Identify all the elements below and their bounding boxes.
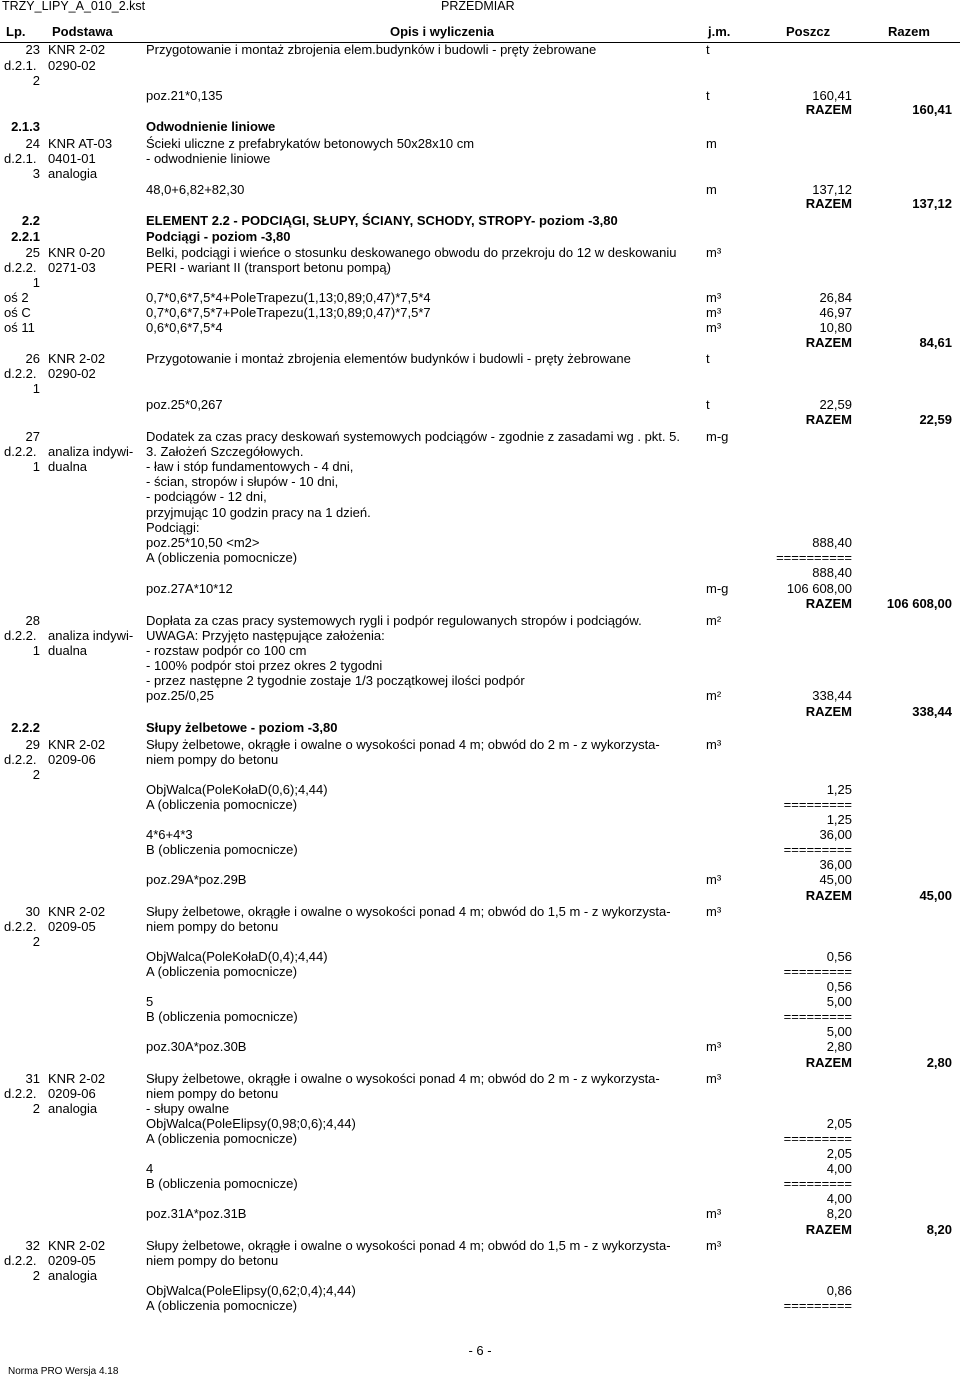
table-row — [0, 812, 960, 828]
table-row — [0, 797, 960, 813]
cell-podstawa: KNR 2-02 — [48, 1071, 106, 1086]
table-row — [0, 1191, 960, 1207]
table-row — [0, 213, 960, 229]
cell-lp: d.2.2. — [4, 1086, 37, 1101]
cell-lp: 2 — [32, 73, 40, 88]
table-row — [0, 737, 960, 753]
cell-jm: m-g — [706, 581, 729, 596]
table-row — [0, 1176, 960, 1192]
cell-jm: t — [706, 88, 710, 103]
document-header — [0, 0, 960, 14]
table-row — [0, 196, 960, 212]
table-row — [0, 720, 960, 736]
cell-poszcz: 338,44 — [812, 688, 852, 703]
table-row — [0, 1268, 960, 1284]
cell-podstawa: 0209-05 — [48, 919, 96, 934]
cell-opis: niem pompy do betonu — [146, 1086, 279, 1101]
cell-poszcz: 4,00 — [826, 1191, 852, 1206]
cell-opis: B (obliczenia pomocnicze) — [146, 842, 298, 857]
table-row — [0, 1222, 960, 1238]
table-row — [0, 444, 960, 460]
table-row — [0, 119, 960, 135]
cell-jm: m³ — [706, 290, 722, 305]
cell-lp: 26 — [25, 351, 40, 366]
table-row — [0, 1071, 960, 1087]
cell-lp: 30 — [25, 904, 40, 919]
cell-jm: m³ — [706, 305, 722, 320]
col-podstawa: Podstawa — [52, 24, 113, 39]
cell-poszcz: 106 608,00 — [786, 581, 852, 596]
table-row — [0, 1131, 960, 1147]
cell-lp: 2.2 — [21, 213, 40, 228]
cell-jm: m³ — [706, 872, 722, 887]
cell-opis: ObjWalca(PoleKołaD(0,4);4,44) — [146, 949, 328, 964]
table-row — [0, 919, 960, 935]
table-row — [0, 1055, 960, 1071]
cell-lp: oś 11 — [4, 320, 35, 335]
cell-opis: poz.31A*poz.31B — [146, 1206, 247, 1221]
table-row — [0, 628, 960, 644]
table-row — [0, 412, 960, 428]
cell-opis: ObjWalca(PoleElipsy(0,98;0,6);4,44) — [146, 1116, 356, 1131]
table-row — [0, 229, 960, 245]
cell-poszcz: 8,20 — [826, 1206, 852, 1221]
cell-opis: Słupy żelbetowe - poziom -3,80 — [146, 720, 338, 735]
cell-opis: B (obliczenia pomocnicze) — [146, 1009, 298, 1024]
cell-opis: Słupy żelbetowe, okrągłe i owalne o wysokości ponad 4 m; obwód do 2 m - z wykorzysta- — [146, 737, 660, 752]
cell-jm: t — [706, 42, 710, 57]
cell-razem: 84,61 — [919, 335, 952, 350]
cell-lp: d.2.1. — [4, 58, 37, 73]
cell-jm: m² — [706, 688, 722, 703]
column-header — [0, 22, 960, 43]
cell-poszcz: RAZEM — [805, 196, 852, 211]
cell-podstawa: analiza indywi- — [48, 628, 134, 643]
cell-poszcz: RAZEM — [805, 412, 852, 427]
cell-poszcz: 0,56 — [826, 979, 852, 994]
table-row — [0, 245, 960, 261]
table-row — [0, 782, 960, 798]
table-row — [0, 872, 960, 888]
table-row — [0, 151, 960, 167]
table-row — [0, 1161, 960, 1177]
table-row — [0, 643, 960, 659]
cell-poszcz: 0,56 — [826, 949, 852, 964]
cell-lp: d.2.2. — [4, 444, 37, 459]
cell-opis: przyjmując 10 godzin pracy na 1 dzień. — [146, 505, 371, 520]
cell-opis: 4*6+4*3 — [146, 827, 193, 842]
cell-poszcz: 137,12 — [812, 182, 852, 197]
page-number: - 6 - — [468, 1343, 492, 1358]
cell-razem: 8,20 — [926, 1222, 952, 1237]
cell-opis: poz.29A*poz.29B — [146, 872, 247, 887]
cell-jm: m³ — [706, 1071, 722, 1086]
cell-podstawa: KNR 2-02 — [48, 737, 106, 752]
cell-poszcz: 160,41 — [812, 88, 852, 103]
cell-lp: 1 — [32, 643, 40, 658]
table-row — [0, 658, 960, 674]
cell-opis: 0,7*0,6*7,5*7+PoleTrapezu(1,13;0,89;0,47)*7,5*7 — [146, 305, 431, 320]
table-row — [0, 520, 960, 536]
cell-lp: 1 — [32, 459, 40, 474]
cell-opis: 4 — [146, 1161, 154, 1176]
table-row — [0, 979, 960, 995]
cell-poszcz: ========== — [776, 550, 852, 565]
cell-podstawa: 0290-02 — [48, 58, 96, 73]
cell-jm: m³ — [706, 737, 722, 752]
table-row — [0, 704, 960, 720]
cell-lp: 2 — [32, 1268, 40, 1283]
table-row — [0, 290, 960, 306]
table-row — [0, 73, 960, 89]
cell-podstawa: analogia — [48, 1268, 98, 1283]
table-row — [0, 1298, 960, 1314]
table-row — [0, 688, 960, 704]
table-row — [0, 673, 960, 689]
cell-opis: UWAGA: Przyjęto następujące założenia: — [146, 628, 385, 643]
cell-opis: poz.30A*poz.30B — [146, 1039, 247, 1054]
cell-podstawa: 0271-03 — [48, 260, 96, 275]
cell-poszcz: 888,40 — [812, 565, 852, 580]
cell-opis: 5 — [146, 994, 154, 1009]
cell-podstawa: KNR 2-02 — [48, 1238, 106, 1253]
cell-poszcz: 36,00 — [819, 827, 852, 842]
cell-razem: 338,44 — [912, 704, 952, 719]
cell-jm: m³ — [706, 1238, 722, 1253]
cell-podstawa: KNR AT-03 — [48, 136, 113, 151]
cell-podstawa: KNR 2-02 — [48, 351, 106, 366]
cell-opis: 3. Założeń Szczegółowych. — [146, 444, 304, 459]
cell-lp: 24 — [25, 136, 40, 151]
cell-jm: t — [706, 397, 710, 412]
cell-opis: Ścieki uliczne z prefabrykatów betonowych 50x28x10 cm — [146, 136, 475, 151]
cell-jm: m³ — [706, 1206, 722, 1221]
software-version: Norma PRO Wersja 4.18 — [8, 1366, 119, 1377]
cell-opis: Odwodnienie liniowe — [146, 119, 276, 134]
cell-poszcz: 36,00 — [819, 857, 852, 872]
cell-poszcz: 26,84 — [819, 290, 852, 305]
cell-poszcz: RAZEM — [805, 1055, 852, 1070]
table-row — [0, 474, 960, 490]
cell-lp: 25 — [25, 245, 40, 260]
col-jm: j.m. — [708, 24, 731, 39]
cell-lp: 2.2.2 — [11, 720, 40, 735]
table-row — [0, 102, 960, 118]
table-row — [0, 459, 960, 475]
cell-poszcz: 5,00 — [826, 1024, 852, 1039]
cell-opis: A (obliczenia pomocnicze) — [146, 1298, 298, 1313]
table-row — [0, 1086, 960, 1102]
cell-lp: d.2.2. — [4, 752, 37, 767]
cell-poszcz: ========= — [783, 1176, 852, 1191]
col-razem: Razem — [888, 24, 930, 39]
table-row — [0, 842, 960, 858]
table-row — [0, 305, 960, 321]
col-opis: Opis i wyliczenia — [390, 24, 495, 39]
document-title: PRZEDMIAR — [441, 0, 515, 13]
cell-opis: A (obliczenia pomocnicze) — [146, 797, 298, 812]
cell-lp: 23 — [25, 42, 40, 57]
table-row — [0, 1039, 960, 1055]
table-row — [0, 596, 960, 612]
cell-podstawa: analogia — [48, 1101, 98, 1116]
table-row — [0, 505, 960, 521]
cell-poszcz: RAZEM — [805, 1222, 852, 1237]
cell-poszcz: 888,40 — [812, 535, 852, 550]
cell-lp: oś 2 — [4, 290, 29, 305]
cell-podstawa: dualna — [48, 459, 88, 474]
cell-poszcz: 2,80 — [826, 1039, 852, 1054]
cell-opis: 0,6*0,6*7,5*4 — [146, 320, 223, 335]
cell-opis: poz.27A*10*12 — [146, 581, 233, 596]
cell-jm: m³ — [706, 245, 722, 260]
cell-podstawa: analogia — [48, 166, 98, 181]
cell-podstawa: KNR 2-02 — [48, 904, 106, 919]
table-row — [0, 888, 960, 904]
table-row — [0, 535, 960, 551]
cell-razem: 22,59 — [919, 412, 952, 427]
table-row — [0, 550, 960, 566]
cell-lp: 1 — [32, 381, 40, 396]
cell-opis: Przygotowanie i montaż zbrojenia elem.budynków i budowli - pręty żebrowane — [146, 42, 597, 57]
cell-razem: 160,41 — [912, 102, 952, 117]
table-row — [0, 381, 960, 397]
table-row — [0, 489, 960, 505]
cell-jm: m-g — [706, 429, 729, 444]
cell-lp: d.2.2. — [4, 260, 37, 275]
cell-opis: B (obliczenia pomocnicze) — [146, 1176, 298, 1191]
table-row — [0, 1024, 960, 1040]
cell-lp: 2 — [32, 934, 40, 949]
table-row — [0, 1101, 960, 1117]
table-row — [0, 934, 960, 950]
table-row — [0, 1253, 960, 1269]
cell-razem: 137,12 — [912, 196, 952, 211]
cell-poszcz: 1,25 — [826, 782, 852, 797]
cell-opis: Dodatek za czas pracy deskowań systemowych podciągów - zgodnie z zasadami wg . pkt. 5. — [146, 429, 680, 444]
cell-razem: 45,00 — [919, 888, 952, 903]
cell-podstawa: 0209-05 — [48, 1253, 96, 1268]
cell-lp: d.2.2. — [4, 628, 37, 643]
cell-opis: 48,0+6,82+82,30 — [146, 182, 245, 197]
cell-opis: Słupy żelbetowe, okrągłe i owalne o wysokości ponad 4 m; obwód do 1,5 m - z wykorzysta- — [146, 904, 671, 919]
cell-poszcz: ========= — [783, 1009, 852, 1024]
cell-lp: 32 — [25, 1238, 40, 1253]
cell-poszcz: 2,05 — [826, 1116, 852, 1131]
cell-opis: ELEMENT 2.2 - PODCIĄGI, SŁUPY, ŚCIANY, SCHODY, STROPY- poziom -3,80 — [146, 213, 618, 228]
table-row — [0, 565, 960, 581]
cell-podstawa: 0290-02 — [48, 366, 96, 381]
cell-poszcz: RAZEM — [805, 888, 852, 903]
cell-opis: niem pompy do betonu — [146, 752, 279, 767]
cell-opis: Podciągi - poziom -3,80 — [146, 229, 291, 244]
table-row — [0, 320, 960, 336]
cell-opis: - ścian, stropów i słupów - 10 dni, — [146, 474, 339, 489]
table-row — [0, 767, 960, 783]
cell-opis: poz.25*0,267 — [146, 397, 223, 412]
table-row — [0, 275, 960, 291]
cell-podstawa: KNR 2-02 — [48, 42, 106, 57]
table-row — [0, 752, 960, 768]
cell-podstawa: analiza indywi- — [48, 444, 134, 459]
cell-poszcz: ========= — [783, 842, 852, 857]
cell-poszcz: 46,97 — [819, 305, 852, 320]
cell-jm: t — [706, 351, 710, 366]
cell-jm: m — [706, 182, 717, 197]
cell-poszcz: RAZEM — [805, 102, 852, 117]
cell-podstawa: 0209-06 — [48, 1086, 96, 1101]
cell-opis: A (obliczenia pomocnicze) — [146, 550, 298, 565]
table-row — [0, 260, 960, 276]
cell-podstawa: dualna — [48, 643, 88, 658]
cell-opis: ObjWalca(PoleKołaD(0,6);4,44) — [146, 782, 328, 797]
table-row — [0, 964, 960, 980]
cell-opis: - przez następne 2 tygodnie zostaje 1/3 początkowej ilości podpór — [146, 673, 525, 688]
cell-lp: 31 — [25, 1071, 40, 1086]
cell-poszcz: RAZEM — [805, 596, 852, 611]
cell-opis: Przygotowanie i montaż zbrojenia elementów budynków i budowli - pręty żebrowane — [146, 351, 631, 366]
table-row — [0, 1238, 960, 1254]
cell-opis: A (obliczenia pomocnicze) — [146, 964, 298, 979]
cell-lp: d.2.2. — [4, 919, 37, 934]
cell-opis: A (obliczenia pomocnicze) — [146, 1131, 298, 1146]
cell-razem: 106 608,00 — [886, 596, 952, 611]
col-poszcz: Poszcz — [786, 24, 831, 39]
cell-lp: 3 — [32, 166, 40, 181]
cell-poszcz: 4,00 — [826, 1161, 852, 1176]
cell-lp: d.2.2. — [4, 1253, 37, 1268]
cell-poszcz: 10,80 — [819, 320, 852, 335]
cell-opis: Dopłata za czas pracy systemowych rygli i podpór regulowanych stropów i podciągów. — [146, 613, 642, 628]
cell-jm: m³ — [706, 320, 722, 335]
table-row — [0, 949, 960, 965]
cell-opis: ObjWalca(PoleElipsy(0,62;0,4);4,44) — [146, 1283, 356, 1298]
cell-poszcz: 0,86 — [826, 1283, 852, 1298]
cell-lp: 2.1.3 — [11, 119, 40, 134]
table-row — [0, 136, 960, 152]
table-row — [0, 351, 960, 367]
cell-opis: - podciągów - 12 dni, — [146, 489, 267, 504]
table-row — [0, 366, 960, 382]
cell-poszcz: ========= — [783, 964, 852, 979]
table-row — [0, 1206, 960, 1222]
cell-lp: 29 — [25, 737, 40, 752]
cell-lp: d.2.2. — [4, 366, 37, 381]
cell-poszcz: 2,05 — [826, 1146, 852, 1161]
cell-lp: 1 — [32, 275, 40, 290]
col-lp: Lp. — [6, 24, 26, 39]
cell-opis: Podciągi: — [146, 520, 200, 535]
table-row — [0, 1009, 960, 1025]
table-row — [0, 166, 960, 182]
cell-lp: 28 — [25, 613, 40, 628]
table-row — [0, 857, 960, 873]
cell-opis: - 100% podpór stoi przez okres 2 tygodni — [146, 658, 383, 673]
table-row — [0, 581, 960, 597]
cell-poszcz: ========= — [783, 1131, 852, 1146]
cell-lp: 2 — [32, 767, 40, 782]
cell-poszcz: 1,25 — [826, 812, 852, 827]
cell-poszcz: RAZEM — [805, 335, 852, 350]
cell-lp: 2.2.1 — [11, 229, 40, 244]
cell-lp: d.2.1. — [4, 151, 37, 166]
table-row — [0, 1146, 960, 1162]
cell-razem: 2,80 — [926, 1055, 952, 1070]
table-row — [0, 1116, 960, 1132]
table-row — [0, 1283, 960, 1299]
cell-lp: 2 — [32, 1101, 40, 1116]
table-row — [0, 397, 960, 413]
cell-poszcz: 45,00 — [819, 872, 852, 887]
cell-podstawa: KNR 0-20 — [48, 245, 106, 260]
cell-opis: - rozstaw podpór co 100 cm — [146, 643, 307, 658]
cell-poszcz: 5,00 — [826, 994, 852, 1009]
table-row — [0, 994, 960, 1010]
cell-poszcz: 22,59 — [819, 397, 852, 412]
cell-opis: Słupy żelbetowe, okrągłe i owalne o wysokości ponad 4 m; obwód do 1,5 m - z wykorzysta- — [146, 1238, 671, 1253]
table-row — [0, 904, 960, 920]
table-row — [0, 58, 960, 74]
cell-podstawa: 0209-06 — [48, 752, 96, 767]
cell-opis: poz.21*0,135 — [146, 88, 223, 103]
table-row — [0, 429, 960, 445]
cell-podstawa: 0401-01 — [48, 151, 96, 166]
cell-opis: 0,7*0,6*7,5*4+PoleTrapezu(1,13;0,89;0,47)*7,5*4 — [146, 290, 431, 305]
cell-opis: Belki, podciągi i wieńce o stosunku deskowanego obwodu do przekroju do 12 w deskowaniu — [146, 245, 677, 260]
cell-jm: m³ — [706, 904, 722, 919]
table-row — [0, 335, 960, 351]
table-row — [0, 42, 960, 58]
cell-opis: PERI - wariant II (transport betonu pompą) — [146, 260, 391, 275]
cell-opis: niem pompy do betonu — [146, 1253, 279, 1268]
cell-opis: - słupy owalne — [146, 1101, 230, 1116]
cell-opis: Słupy żelbetowe, okrągłe i owalne o wysokości ponad 4 m; obwód do 2 m - z wykorzysta- — [146, 1071, 660, 1086]
cell-jm: m² — [706, 613, 722, 628]
cell-jm: m³ — [706, 1039, 722, 1054]
table-row — [0, 827, 960, 843]
cell-opis: poz.25/0,25 — [146, 688, 214, 703]
cell-opis: poz.25*10,50 <m2> — [146, 535, 260, 550]
cell-opis: niem pompy do betonu — [146, 919, 279, 934]
cell-poszcz: ========= — [783, 1298, 852, 1313]
cell-lp: oś C — [4, 305, 31, 320]
cell-poszcz: ========= — [783, 797, 852, 812]
cell-poszcz: RAZEM — [805, 704, 852, 719]
cell-opis: - odwodnienie liniowe — [146, 151, 271, 166]
cell-lp: 27 — [25, 429, 40, 444]
cell-opis: - ław i stóp fundamentowych - 4 dni, — [146, 459, 354, 474]
table-row — [0, 613, 960, 629]
file-name: TRZY_LIPY_A_010_2.kst — [2, 0, 146, 13]
cell-jm: m — [706, 136, 717, 151]
